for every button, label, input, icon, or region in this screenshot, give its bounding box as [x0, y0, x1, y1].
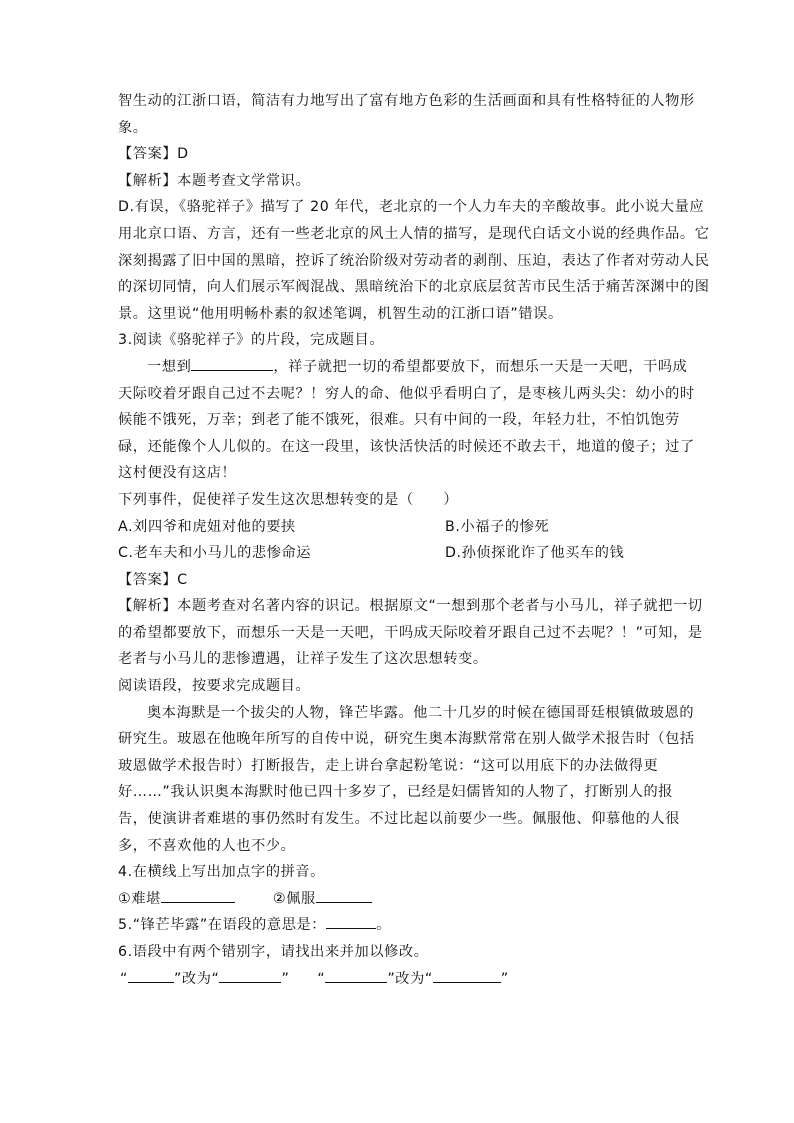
reading-line: 好……”我认识奥本海默时他已四十多岁了，已经是妇儒皆知的人物了，打断别人的报: [118, 784, 674, 801]
question-6-blanks: [118, 966, 678, 993]
paragraph-line: 智生动的江浙口语，简洁有力地写出了富有地方色彩的生活画面和具有性格特征的人物形: [118, 93, 695, 109]
passage-line: [118, 354, 688, 381]
reading-line: 告，使演讲者难堪的事仍然时有发生。不过比起以前要少一些。佩服他、仰慕他的人很: [118, 811, 680, 828]
paragraph-line: 象。: [118, 119, 148, 136]
reading-line: 研究生。玻恩在他晚年所写的自传中说，研究生奥本海默常常在别人做学术报告时（包括: [118, 731, 695, 748]
reading-line: 多，不喜欢他的人也不少。: [118, 837, 296, 854]
option-d[interactable]: D.孙侦探讹诈了他买车的钱: [445, 545, 625, 562]
quote-mark: “: [424, 970, 433, 987]
passage-text: ，祥子就把一切的希望都要放下，而想乐一天是一天吧，干吗成: [273, 358, 688, 375]
analysis-line: 用北京口语、方言，还有一些老北京的风土人情的描写，是现代白话文小说的经典作品。它: [118, 225, 710, 242]
analysis-line: 老者与小马儿的悲惨遭遇，让祥子发生了这次思想转变。: [118, 651, 488, 668]
analysis-line: 的希望都要放下，而想乐一天是一天吧，干吗成天际咬着牙跟自己过不去呢？！”可知，是: [118, 624, 703, 641]
analysis-line: D.有误，《骆驼祥子》描写了 20 年代，老北京的一个人力车夫的辛酸故事。此小说大量应: [118, 199, 705, 216]
option-a[interactable]: A.刘四爷和虎妞对他的要挟: [118, 518, 296, 535]
answer-blank[interactable]: [219, 967, 281, 983]
answer-blank[interactable]: [128, 967, 174, 983]
options-row: [118, 514, 678, 541]
quote-mark: ”: [387, 970, 396, 987]
answer-blank[interactable]: [325, 967, 387, 983]
answer-blank[interactable]: [433, 967, 501, 983]
passage-line: 这村便没有这店！: [118, 465, 237, 482]
analysis-line: 的深切同情，向人们展示军阀混战、黑暗统治下的北京底层贫苦市民生活于痛苦深渊中的图: [118, 279, 710, 296]
document-page: [118, 88, 710, 992]
passage-line: 候能不饿死，万幸；到老了能不饿死，很难。只有中间的一段，年轻力壮，不怕饥饱劳: [118, 412, 680, 429]
item-label: ①难堪: [118, 890, 161, 907]
item-label: ②佩服: [272, 890, 316, 907]
question-prompt: 下列事件，促使祥子发生这次思想转变的是（ ）: [118, 491, 459, 508]
option-b[interactable]: B.小福子的惨死: [445, 518, 550, 535]
question-text: 。: [376, 917, 391, 934]
question-5: [118, 912, 678, 939]
reading-line: 奥本海默是一个拔尖的人物，锋芒毕露。他二十几岁的时候在德国哥廷根镇做玻恩的: [147, 704, 695, 721]
answer-label: 【答案】D: [118, 146, 189, 163]
answer-blank[interactable]: [316, 887, 372, 903]
reading-line: 玻恩做学术报告时）打断报告，走上讲台拿起粉笔说：“这可以用底下的办法做得更: [118, 757, 659, 774]
answer-blank[interactable]: [191, 355, 273, 371]
passage-line: 天际咬着牙跟自己过不去呢？！穷人的命、他似乎看明白了，是枣核儿两头尖：幼小的时: [118, 385, 695, 402]
analysis-heading: 【解析】本题考查文学常识。: [118, 172, 311, 189]
question-text: 5.“锋芒毕露”在语段的意思是：: [118, 917, 327, 934]
quote-mark: ”: [173, 970, 182, 987]
question-4-blanks: [118, 886, 678, 913]
change-to-label: 改为: [181, 970, 212, 987]
analysis-line: 【解析】本题考查对名著内容的识记。根据原文“一想到那个老者与小马儿，祥子就把一切: [118, 598, 703, 615]
quote-mark: ”: [281, 970, 290, 987]
question-6-heading: 6.语段中有两个错别字，请找出来并加以修改。: [118, 944, 429, 960]
analysis-line: 景。这里说“他用明畅朴素的叙述笔调，机智生动的江浙口语”错误。: [118, 305, 563, 322]
analysis-line: 深刻揭露了旧中国的黑暗，控诉了统治阶级对劳动者的剥削、压迫，表达了作者对劳动人民: [118, 252, 710, 269]
quote-mark: “: [317, 970, 326, 987]
answer-blank[interactable]: [161, 887, 235, 903]
passage-line: 碌，还能像个人儿似的。在这一段里，该快活快活的时候还不敢去干，地道的傻子；过了: [118, 438, 695, 455]
quote-mark: “: [120, 970, 128, 987]
change-to-label: 改为: [395, 970, 425, 987]
option-c[interactable]: C.老车夫和小马儿的悲惨命运: [118, 545, 312, 562]
passage-text: 一想到: [147, 358, 192, 375]
options-row: [118, 540, 678, 567]
reading-heading: 阅读语段，按要求完成题目。: [118, 678, 311, 695]
answer-blank[interactable]: [326, 913, 376, 929]
answer-label: 【答案】C: [118, 571, 188, 588]
quote-mark: ”: [500, 970, 509, 987]
question-4-heading: 4.在横线上写出加点字的拼音。: [118, 864, 325, 881]
question-3-heading: 3.阅读《骆驼祥子》的片段，完成题目。: [118, 332, 385, 349]
quote-mark: “: [211, 970, 220, 987]
